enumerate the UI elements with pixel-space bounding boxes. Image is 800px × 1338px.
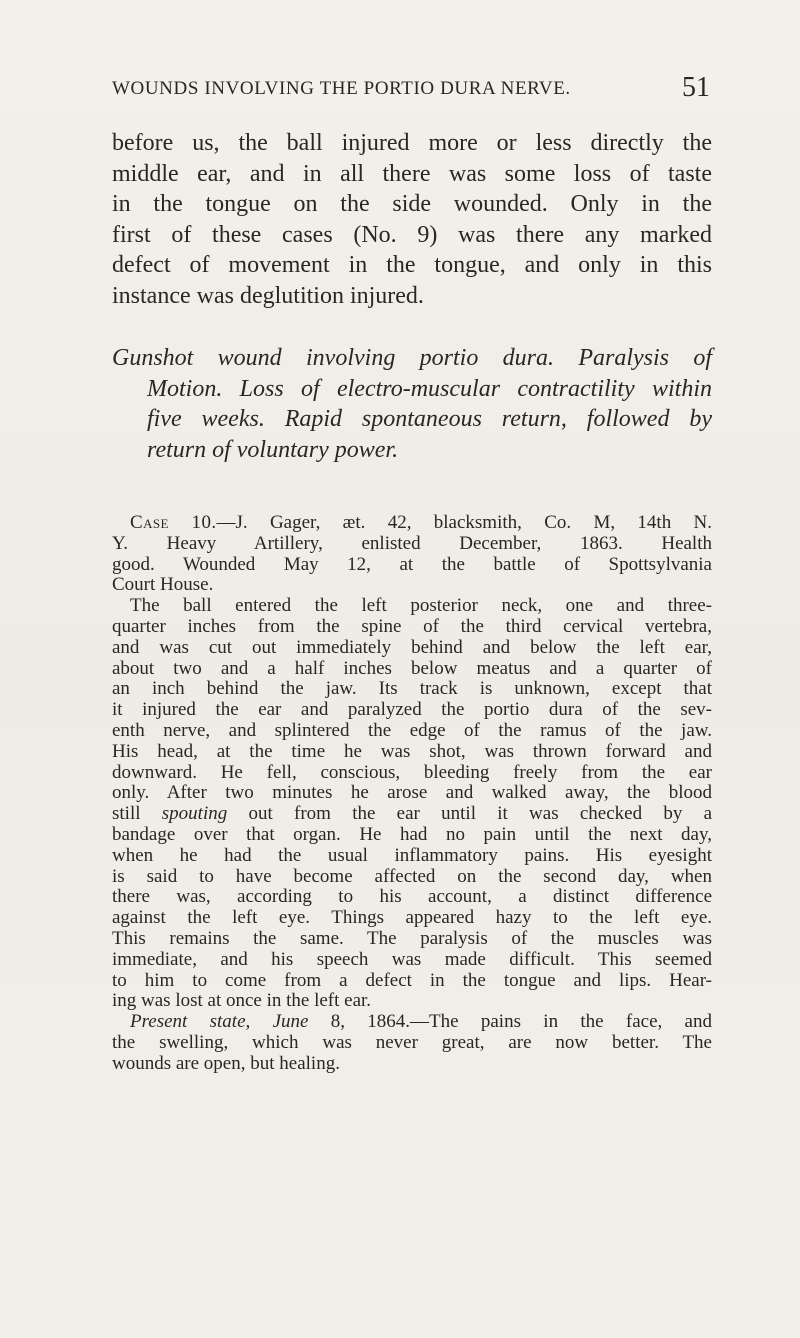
present-state-text: 8, 1864.—The pains in the face, and — [308, 1011, 712, 1033]
text-line: only. After two minutes he arose and walked away, the blood — [112, 782, 712, 804]
text-line: the swelling, which was never great, are now better. The — [112, 1031, 712, 1053]
text-line: before us, the ball injured more or less directly the — [112, 130, 712, 156]
text-line: Court House. — [112, 574, 214, 596]
text-line: wounds are open, but healing. — [112, 1052, 340, 1074]
running-head — [112, 72, 710, 108]
case-heading — [112, 343, 712, 465]
text-line: good. Wounded May 12, at the battle of Spottsylvania — [112, 553, 712, 575]
text-line-with-emphasis — [112, 804, 712, 825]
text-line: immediate, and his speech was made difficult. This seemed — [112, 948, 712, 970]
text-line: when he had the usual inflammatory pains. His eyesight — [112, 844, 712, 866]
case-label: Case 10. — [130, 512, 217, 533]
heading-line: return of voluntary power. — [147, 436, 399, 463]
text-line: middle ear, and in all there was some loss of taste — [112, 160, 712, 187]
running-title: WOUNDS INVOLVING THE PORTIO DURA NERVE. — [112, 78, 571, 99]
text-line: The ball entered the left posterior neck, one and three- — [130, 595, 712, 617]
page-number: 51 — [682, 72, 710, 103]
text-line: ing was lost at once in the left ear. — [112, 990, 372, 1012]
text-line: there was, according to his account, a distinct difference — [112, 886, 712, 908]
text-line: to him to come from a defect in the tongue and lips. Hear- — [112, 969, 712, 991]
text-line: instance was deglutition injured. — [112, 282, 424, 309]
text-line: defect of movement in the tongue, and only in this — [112, 252, 712, 278]
heading-line: five weeks. Rapid spontaneous return, followed by — [147, 406, 712, 432]
case-body — [112, 513, 712, 1075]
text-line: against the left eye. Things appeared hazy to the left eye. — [112, 907, 712, 929]
text-line: enth nerve, and splintered the edge of the ramus of the jaw. — [112, 719, 712, 741]
text-line: Y. Heavy Artillery, enlisted December, 1863. Health — [112, 532, 712, 554]
text-line: it injured the ear and paralyzed the portio dura of the sev- — [112, 699, 712, 721]
text-line: His head, at the time he was shot, was thrown forward and — [112, 740, 712, 762]
text-line: about two and a half inches below meatus and a quarter of — [112, 657, 712, 679]
heading-line: Gunshot wound involving portio dura. Paralysis of — [112, 345, 712, 371]
text-line: and was cut out immediately behind and below the left ear, — [112, 636, 712, 658]
text-line: is said to have become affected on the second day, when — [112, 865, 712, 887]
emphasis-word: spouting — [161, 803, 228, 825]
text-line: in the tongue on the side wounded. Only in the — [112, 191, 712, 217]
present-state-line — [112, 1012, 712, 1033]
text-line: first of these cases (No. 9) was there any marked — [112, 221, 712, 248]
case-intro-text: —J. Gager, æt. 42, blacksmith, Co. M, 14th N. — [216, 512, 712, 533]
heading-line: Motion. Loss of electro-muscular contractility within — [147, 375, 712, 402]
text-line: This remains the same. The paralysis of the muscles was — [112, 927, 712, 949]
text-line: downward. He fell, conscious, bleeding freely from the ear — [112, 761, 712, 783]
text-fragment: still — [112, 803, 141, 825]
text-line: bandage over that organ. He had no pain until the next day, — [112, 823, 712, 845]
text-fragment: out from the ear until it was checked by a — [248, 803, 713, 825]
intro-paragraph — [112, 128, 712, 311]
present-state-label: Present state, June — [130, 1011, 309, 1033]
case-first-line — [112, 513, 712, 534]
text-line: an inch behind the jaw. Its track is unknown, except that — [112, 678, 712, 700]
text-line: quarter inches from the spine of the third cervical vertebra, — [112, 615, 712, 637]
